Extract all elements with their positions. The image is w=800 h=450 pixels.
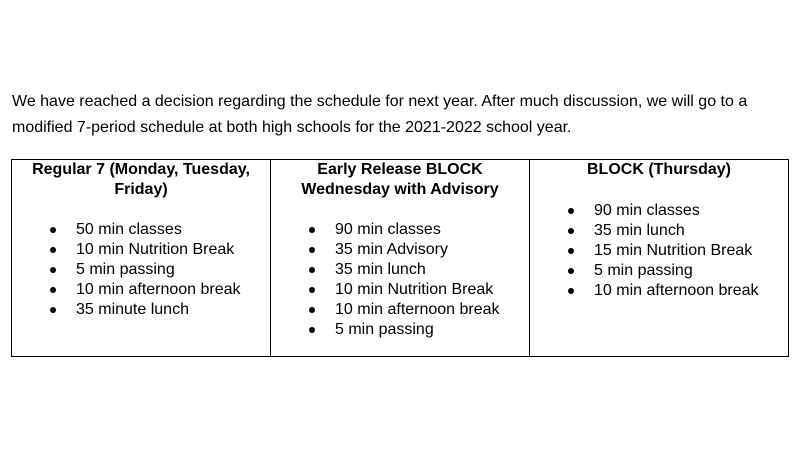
list-item: 10 min afternoon break	[12, 280, 270, 300]
list-item: 50 min classes	[12, 220, 270, 240]
bullet-icon	[568, 268, 574, 274]
list-item: 35 min lunch	[530, 221, 788, 241]
list-item: 15 min Nutrition Break	[530, 241, 788, 261]
schedule-column-block-thursday	[530, 160, 789, 357]
list-item: 10 min afternoon break	[530, 281, 788, 301]
column-title: BLOCK (Thursday)	[587, 161, 731, 178]
schedule-column-regular-7	[12, 160, 271, 357]
list-item: 5 min passing	[530, 261, 788, 281]
list-item: 5 min passing	[271, 320, 529, 340]
column-list	[12, 220, 270, 320]
bullet-icon	[50, 287, 56, 293]
bullet-icon	[568, 228, 574, 234]
list-item: 10 min Nutrition Break	[12, 240, 270, 260]
bullet-icon	[309, 227, 315, 233]
column-list	[530, 201, 788, 301]
bullet-icon	[50, 307, 56, 313]
list-item: 5 min passing	[12, 260, 270, 280]
bullet-icon	[309, 247, 315, 253]
schedule-column-early-release-block	[271, 160, 530, 357]
bullet-icon	[309, 287, 315, 293]
list-item: 90 min classes	[271, 220, 529, 240]
list-item: 35 min Advisory	[271, 240, 529, 260]
schedule-table	[11, 159, 789, 357]
list-item: 10 min Nutrition Break	[271, 280, 529, 300]
schedule-row	[12, 160, 789, 357]
bullet-icon	[309, 327, 315, 333]
list-item: 35 min lunch	[271, 260, 529, 280]
bullet-icon	[50, 247, 56, 253]
list-item: 90 min classes	[530, 201, 788, 221]
bullet-icon	[568, 208, 574, 214]
column-list	[271, 220, 529, 340]
bullet-icon	[309, 307, 315, 313]
bullet-icon	[568, 248, 574, 254]
list-item: 35 minute lunch	[12, 300, 270, 320]
bullet-icon	[568, 288, 574, 294]
bullet-icon	[50, 267, 56, 273]
intro-paragraph: We have reached a decision regarding the schedule for next year. After much discussion, we will go to a modified 7-period schedule at both high schools for the 2021-2022 school year.	[12, 93, 748, 136]
column-title: Early Release BLOCK Wednesday with Advisory	[301, 161, 499, 198]
list-item: 10 min afternoon break	[271, 300, 529, 320]
bullet-icon	[309, 267, 315, 273]
column-title: Regular 7 (Monday, Tuesday, Friday)	[32, 161, 250, 198]
bullet-icon	[50, 227, 56, 233]
